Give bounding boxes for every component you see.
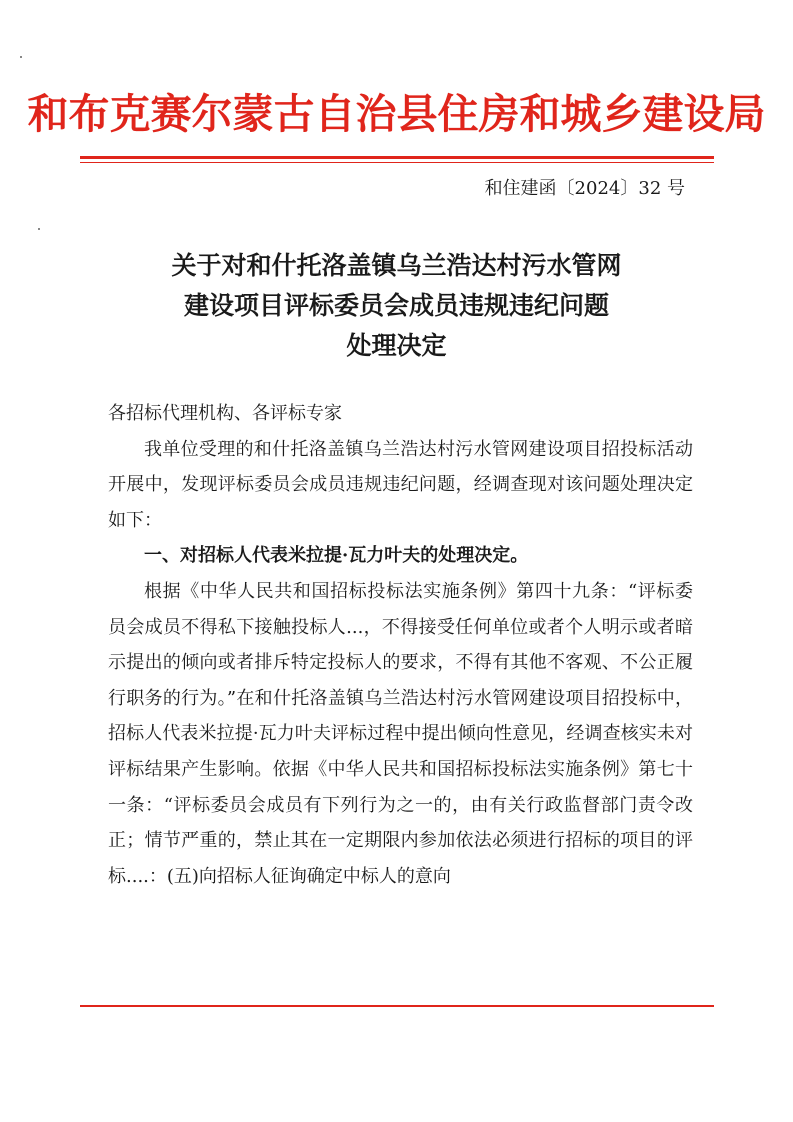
- document-body: [108, 396, 693, 894]
- issuing-authority-title: 和布克赛尔蒙古自治县住房和城乡建设局: [27, 90, 766, 138]
- footer-red-rule: [80, 1005, 714, 1007]
- body-paragraph: 根据《中华人民共和国招标投标法实施条例》第四十九条：“评标委员会成员不得私下接触投标人...，不得接受任何单位或者个人明示或者暗示提出的倾向或者排斥特定投标人的要求，不得有其他不客观、不公正履行职务的行为。”在和什托洛盖镇乌兰浩达村污水管网建设项目招投标中，招标人代表米拉提·瓦力叶夫评标过程中提出倾向性意见，经调查核实未对评标结果产生影响。依据《中华人民共和国招标投标法实施条例》第七十一条：“评标委员会成员有下列行为之一的，由有关行政监督部门责令改正；情节严重的，禁止其在一定期限内参加依法必须进行招标的项目的评标....：(五)向招标人征询确定中标人的意向: [108, 580, 693, 887]
- document-number: 和住建函〔2024〕32 号: [484, 178, 685, 199]
- body-paragraph: 我单位受理的和什托洛盖镇乌兰浩达村污水管网建设项目招投标活动开展中，发现评标委员会成员违规违纪问题，经调查现对该问题处理决定如下：: [108, 438, 693, 531]
- header-red-rule: [80, 156, 714, 159]
- scan-speck: [38, 228, 40, 230]
- salutation: 各招标代理机构、各评标专家: [108, 403, 342, 424]
- document-title: [0, 246, 793, 366]
- section-heading: 一、对招标人代表米拉提·瓦力叶夫的处理决定。: [144, 545, 529, 567]
- document-title-line: 处理决定: [346, 331, 447, 360]
- document-title-line: 建设项目评标委员会成员违规违纪问题: [183, 291, 609, 320]
- document-title-line: 关于对和什托洛盖镇乌兰浩达村污水管网: [171, 251, 622, 280]
- scan-speck: [20, 56, 22, 58]
- header-red-rule-thin: [80, 162, 714, 163]
